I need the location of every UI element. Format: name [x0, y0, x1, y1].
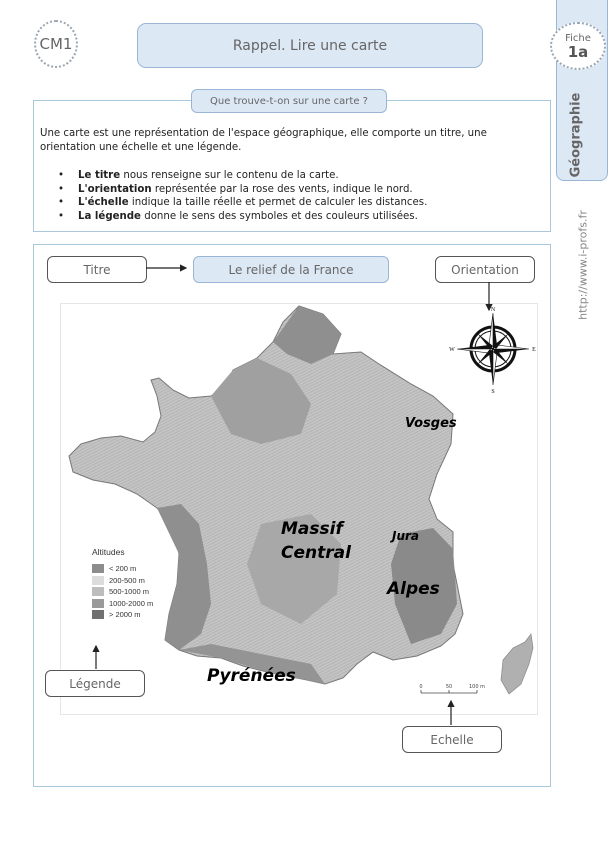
- list-term: L'orientation: [78, 183, 152, 195]
- fiche-label: Fiche: [565, 32, 591, 44]
- list-text: représentée par la rose des vents, indique le nord.: [151, 183, 413, 195]
- region-alpes: Alpes: [387, 579, 440, 599]
- list-term: Le titre: [78, 170, 121, 181]
- region-massif-line1: Massif: [281, 519, 343, 539]
- fiche-number: 1a: [567, 42, 589, 61]
- scale-tick-100: 100 m: [468, 684, 486, 690]
- list-term: L'échelle: [78, 197, 129, 208]
- intro-paragraph: Une carte est une représentation de l'espace géographique, elle comporte un titre, une orientation une échelle et une légende.: [40, 128, 487, 153]
- list-text: donne le sens des symboles et des couleurs utilisées.: [140, 210, 418, 222]
- compass-e: E: [532, 347, 536, 353]
- website-text: http://www.i-profs.fr: [576, 210, 590, 320]
- legend-label: 200-500 m: [109, 575, 145, 585]
- region-vosges: Vosges: [405, 416, 457, 431]
- intro-heading-text: Que trouve-t-on sur une carte ?: [210, 95, 368, 107]
- legend-title: Altitudes: [92, 547, 125, 557]
- region-pyrenees: Pyrénées: [207, 666, 296, 686]
- legend-label: < 200 m: [109, 564, 137, 574]
- legend-label: > 2000 m: [109, 610, 141, 620]
- page-title-text: Rappel. Lire une carte: [232, 37, 388, 54]
- scale-tick-50: 50: [445, 684, 453, 690]
- echelle-callout-text: Echelle: [430, 732, 474, 747]
- region-massif-line2: Central: [281, 543, 351, 563]
- legend-label: 1000-2000 m: [109, 598, 154, 608]
- level-text: CM1: [39, 35, 73, 53]
- compass-s: S: [491, 389, 495, 395]
- legende-callout-text: Légende: [69, 676, 121, 691]
- region-jura: Jura: [392, 529, 420, 543]
- list-text: nous renseigne sur le contenu de la carte.: [120, 170, 339, 181]
- titre-callout-text: Titre: [83, 262, 111, 277]
- orientation-callout-text: Orientation: [451, 262, 519, 277]
- list-text: indique la taille réelle et permet de calculer les distances.: [128, 197, 428, 208]
- legend-label: 500-1000 m: [109, 587, 150, 597]
- compass-n: N: [490, 307, 496, 313]
- map-title-text: Le relief de la France: [228, 262, 354, 277]
- compass-w: W: [449, 347, 455, 353]
- list-term: La légende: [78, 210, 141, 222]
- scale-tick-0: 0: [419, 684, 423, 690]
- subject-text: Géographie: [568, 92, 584, 178]
